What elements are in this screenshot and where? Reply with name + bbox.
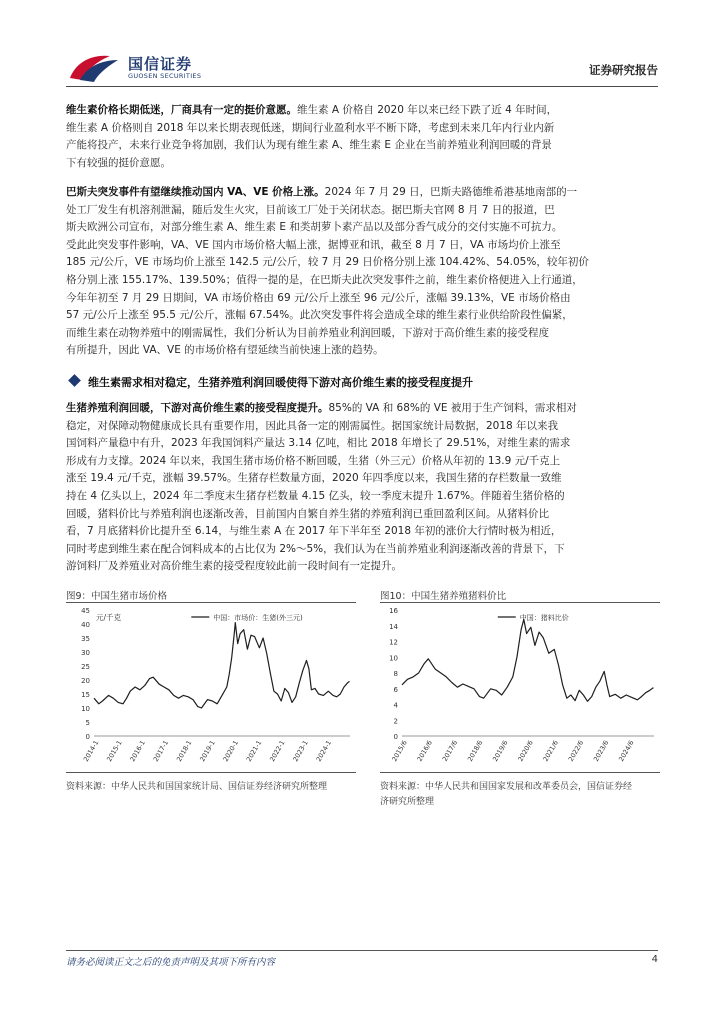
y-tick-label: 40 <box>81 621 90 629</box>
y-tick-label: 10 <box>81 705 90 713</box>
paragraph-lead: 巴斯夫突发事件有望继续推动国内 VA、VE 价格上涨。 <box>66 186 325 198</box>
paragraph-line: 有所提升，因此 VA、VE 的市场价格有望延续当前快速上涨的趋势。 <box>66 344 384 357</box>
figure-9-title: 图9：中国生猪市场价格 <box>66 591 168 602</box>
y-tick-label: 14 <box>389 622 398 631</box>
x-tick-label: 2024/6 <box>617 739 636 763</box>
paragraph-line: 格分别上涨 155.17%、139.50%；值得一提的是，在巴斯夫此次突发事件之前，维生素价格便进入上行通道， <box>66 273 583 286</box>
paragraph-hog-profit <box>66 400 660 576</box>
paragraph-line: 持在 4 亿头以上，2024 年二季度末生猪存栏数量 4.15 亿头，较一季度末提升 1.67%。伴随着生猪价格的 <box>66 489 565 502</box>
legend-label: 中国：猪料比价 <box>519 614 569 622</box>
source-line: 资料来源：中华人民共和国国家发展和改革委员会，国信证券经 <box>380 782 633 792</box>
report-header <box>66 50 658 84</box>
paragraph-line: 回暖，猪料价比与养殖利润也逐渐改善，目前国内自繁自养生猪的养殖利润已重回盈利区间。从猪料价比 <box>66 507 549 520</box>
paragraph-line: 受此此突发事件影响，VA、VE 国内市场价格大幅上涨，据博亚和讯，截至 8 月 7 日，VA 市场均价上涨至 <box>66 238 561 251</box>
x-tick-label: 2023/6 <box>592 739 611 763</box>
y-tick-label: 30 <box>81 649 90 657</box>
figure-10-title: 图10：中国生猪养殖猪料价比 <box>380 591 507 602</box>
y-tick-label: 25 <box>81 663 90 671</box>
paragraph-lead: 生猪养殖利润回暖，下游对高价维生素的接受程度提升。 <box>66 402 329 414</box>
y-tick-label: 6 <box>393 685 398 694</box>
y-tick-label: 5 <box>85 719 90 727</box>
report-type-label: 证券研究报告 <box>589 63 658 77</box>
x-tick-label: 2022/6 <box>566 739 586 763</box>
paragraph-line: 处工厂发生有机溶剂泄漏，随后发生火灾，目前该工厂处于关闭状态。据巴斯夫官网 8 月 7 日的报道，巴 <box>66 203 555 216</box>
paragraph-line: 同时考虑到维生素在配合饲料成本的占比仅为 2%～5%，我们认为在当前养殖业利润逐渐改善的背景下，下 <box>66 542 565 555</box>
x-tick-label: 2022-1 <box>268 739 287 763</box>
page-number: 4 <box>651 954 658 965</box>
source-line: 济研究所整理 <box>380 797 435 807</box>
x-tick-label: 2019/6 <box>491 739 510 763</box>
figure-9-chart <box>66 604 356 770</box>
figure-9-bottom-rule <box>66 772 356 773</box>
x-tick-label: 2021/6 <box>541 739 560 763</box>
disclaimer-note: 请务必阅读正文之后的免责声明及其项下所有内容 <box>66 957 276 968</box>
section-heading <box>66 374 660 390</box>
x-tick-label: 2018/6 <box>466 739 485 763</box>
paragraph-lead: 维生素价格长期低迷，厂商具有一定的挺价意愿。 <box>66 104 297 116</box>
figure-10-bottom-rule <box>380 772 660 773</box>
paragraph-line: 维生素 A 价格自 2020 年以来已经下跌了近 4 年时间， <box>297 104 558 116</box>
header-divider <box>66 86 658 87</box>
figure-9-top-rule <box>66 602 356 603</box>
y-tick-label: 12 <box>389 638 398 647</box>
y-tick-label: 4 <box>393 701 398 710</box>
section-heading-text: 维生素需求相对稳定，生猪养殖利润回暖使得下游对高价维生素的接受程度提升 <box>88 376 473 389</box>
x-tick-label: 2017-1 <box>151 739 171 763</box>
y-tick-label: 45 <box>81 607 90 615</box>
figure-9-source: 资料来源：中华人民共和国国家统计局、国信证券经济研究所整理 <box>66 782 328 792</box>
x-tick-label: 2020-1 <box>221 739 241 763</box>
paragraph-line: 57 元/公斤上涨至 95.5 元/公斤，涨幅 67.54%。此次突发事件将会造成全球的维生素行业供给阶段性偏紧， <box>66 309 573 322</box>
x-tick-label: 2017/6 <box>440 739 460 763</box>
x-tick-label: 2018-1 <box>175 739 194 763</box>
y-tick-label: 0 <box>393 733 398 741</box>
series-line <box>402 619 653 701</box>
paragraph-line: 形成有力支撑。2024 年以来，我国生猪市场价格不断回暖，生猪（外三元）价格从年初的 13.9 元/千克上 <box>66 454 561 467</box>
y-axis-label: 元/千克 <box>96 613 122 622</box>
x-tick-label: 2021-1 <box>244 739 264 763</box>
y-tick-label: 0 <box>85 733 90 741</box>
y-tick-label: 2 <box>393 717 398 726</box>
paragraph-line: 维生素 A 价格则自 2018 年以来长期表现低迷，期间行业盈利水平不断下降，考虑到未来几年内行业内新 <box>66 121 555 134</box>
y-tick-label: 20 <box>81 677 90 685</box>
x-tick-label: 2014-1 <box>81 739 101 763</box>
figure-10-source <box>380 780 660 810</box>
x-tick-label: 2015-1 <box>105 739 124 763</box>
x-tick-label: 2024-1 <box>314 739 334 763</box>
paragraph-line: 下有较强的挺价意愿。 <box>66 156 171 169</box>
paragraph-line: 2024 年 7 月 29 日，巴斯夫路德维希港基地南部的一 <box>324 186 578 198</box>
y-tick-label: 8 <box>393 670 398 678</box>
paragraph-basf-event <box>66 184 660 360</box>
paragraph-line: 产能将投产，未来行业竞争将加剧，我们认为现有维生素 A、维生素 E 企业在当前养殖业利润回暖的背景 <box>66 139 552 152</box>
x-tick-label: 2016/6 <box>415 739 434 763</box>
x-tick-label: 2015/6 <box>390 739 409 763</box>
guosen-logo-icon <box>66 50 122 84</box>
logo-english-name: GUOSEN SECURITIES <box>128 72 202 80</box>
x-tick-label: 2019-1 <box>198 739 217 763</box>
y-tick-label: 10 <box>389 654 398 663</box>
x-tick-label: 2023-1 <box>291 739 310 763</box>
x-tick-label: 2020/6 <box>516 739 535 763</box>
paragraph-line: 而维生素在动物养殖中的刚需属性，我们分析认为目前养殖业利润回暖，下游对于高价维生素的接受程度 <box>66 326 549 339</box>
y-tick-label: 16 <box>389 607 398 615</box>
x-tick-label: 2016-1 <box>128 739 147 763</box>
paragraph-vitamin-price <box>66 102 660 172</box>
y-tick-label: 15 <box>81 691 90 699</box>
series-line <box>94 623 350 708</box>
legend-label: 中国：市场价：生猪(外三元) <box>213 614 303 622</box>
diamond-bullet-icon <box>68 374 81 387</box>
paragraph-line: 稳定，对保障动物健康成长具有重要作用，因此具备一定的刚需属性。据国家统计局数据，2018 年以来我 <box>66 419 559 432</box>
paragraph-line: 游饲料厂及养殖业对高价维生素的接受程度较此前一段时间有一定提升。 <box>66 560 402 573</box>
figure-10-chart <box>380 604 660 770</box>
logo-chinese-name: 国信证券 <box>128 55 193 73</box>
paragraph-line: 国饲料产量稳中有升，2023 年我国饲料产量达 3.14 亿吨，相比 2018 年增长了 29.51%，对维生素的需求 <box>66 437 571 450</box>
paragraph-line: 今年年初至 7 月 29 日期间，VA 市场价格由 69 元/公斤上涨至 96 元/公斤，涨幅 39.13%，VE 市场价格由 <box>66 291 571 304</box>
paragraph-line: 185 元/公斤，VE 市场均价上涨至 142.5 元/公斤，较 7 月 29 日价格分别上涨 104.42%、54.05%，较年初价 <box>66 256 589 269</box>
y-tick-label: 35 <box>81 635 90 643</box>
paragraph-line: 看，7 月底猪料价比提升至 6.14，与维生素 A 在 2017 年下半年至 2018 年初的涨价大行情时极为相近， <box>66 525 562 538</box>
figure-10-top-rule <box>380 602 660 603</box>
paragraph-line: 85%的 VA 和 68%的 VE 被用于生产饲料，需求相对 <box>328 402 577 414</box>
footer-divider <box>66 950 658 951</box>
paragraph-line: 斯夫欧洲公司宣布，对部分维生素 A、维生素 E 和类胡萝卜素产品以及部分香气成分的交付实施不可抗力。 <box>66 221 563 234</box>
paragraph-line: 涨至 19.4 元/千克，涨幅 39.57%。生猪存栏数量方面，2020 年四季度以来，我国生猪的存栏数量一致维 <box>66 472 562 485</box>
